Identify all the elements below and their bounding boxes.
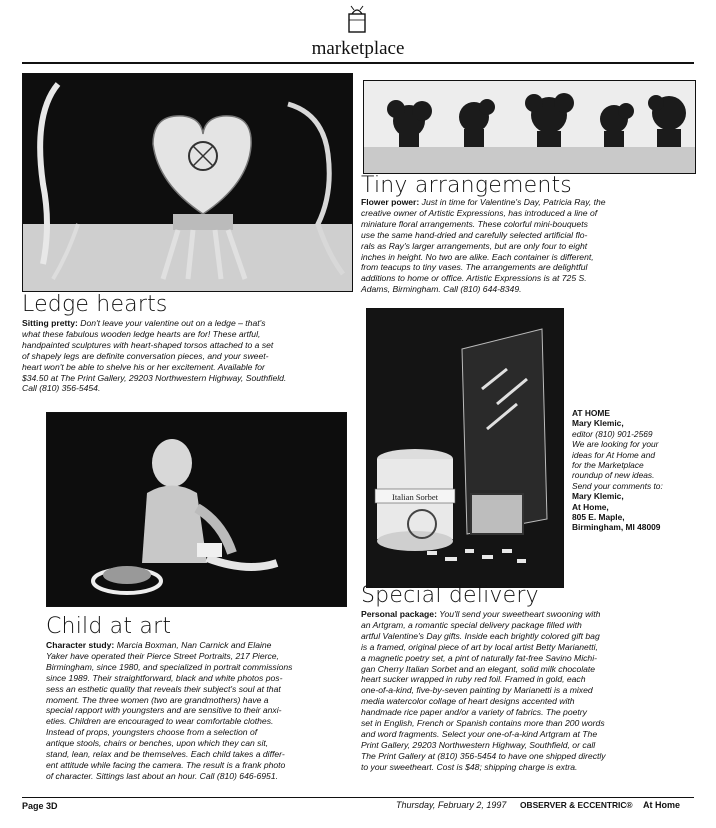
tiny-arrangements-line: inches in height. No two are alike. Each container is different, xyxy=(361,251,594,262)
special-delivery-line: an Artgram, a romantic special delivery package filled with xyxy=(361,619,582,630)
tiny-arrangements-line: Adams, Birmingham. Call (810) 644-8349. xyxy=(361,284,522,295)
ledge-hearts-line: $34.50 at The Print Gallery, 29203 Northwestern Highway, Southfield. xyxy=(22,372,287,383)
special-delivery-body xyxy=(361,609,694,773)
tiny-arrangements-line: rals as Ray's larger arrangements, but are only four to eight xyxy=(361,240,588,251)
footer-date: Thursday, February 2, 1997 xyxy=(396,800,507,810)
tiny-arrangements-line: from teacups to tiny vases. The arrangements are delightful xyxy=(361,262,588,273)
at-home-sidebar xyxy=(572,408,696,533)
special-delivery-line: Print Gallery, 29203 Northwestern Highway, Southfield, or call xyxy=(361,739,596,750)
child-at-art-line: ent attitude while facing the camera. The result is a frank photo xyxy=(46,759,286,770)
sidebar-address-line: Mary Klemic, xyxy=(572,491,624,502)
footer-paper: OBSERVER & ECCENTRIC® xyxy=(520,800,633,810)
sidebar-invite-line: We are looking for your xyxy=(572,439,659,450)
tiny-arrangements-line: Just in time for Valentine's Day, Patricia Ray, the xyxy=(421,197,606,207)
sidebar-invite-line: for the Marketplace xyxy=(572,460,644,471)
sorbet-label: Italian Sorbet xyxy=(391,492,439,502)
tiny-arrangements-line: additions to home or office. Artistic Expressions is at 725 S. xyxy=(361,273,587,284)
special-delivery-line: artful Valentine's Day gifts. Inside each brightly colored gift bag xyxy=(361,630,600,641)
sidebar-invite-line: Send your comments to: xyxy=(572,480,663,491)
child-at-art-line: moment. The three women (two are grandmothers) have a xyxy=(46,694,269,705)
ledge-hearts-body xyxy=(22,318,352,394)
gift-bag-icon xyxy=(340,4,374,34)
child-at-art-lead: Character study: xyxy=(46,640,115,650)
special-delivery-line: and word fragments. Select your one-of-a-kind Artgram at The xyxy=(361,728,598,739)
bottom-rule xyxy=(22,797,694,798)
ledge-hearts-headline: Ledge hearts xyxy=(22,292,168,317)
child-at-art-line: of character. Sittings last about an hour. Call (810) 646-6951. xyxy=(46,770,279,781)
special-delivery-line: gan Cherry Italian Sorbet and an elegant, solid milk chocolate xyxy=(361,663,596,674)
child-at-art-line: since 1989. Their straightforward, black and white photos pos- xyxy=(46,672,283,683)
top-rule xyxy=(22,62,694,64)
ledge-hearts-line: Don't leave your valentine out on a ledge – that's xyxy=(80,318,266,328)
sidebar-editor-role: editor (810) 901-2569 xyxy=(572,428,653,439)
child-at-art-line: eties. Children are encouraged to wear comfortable clothes. xyxy=(46,716,274,727)
ledge-hearts-line: heart won't be able to shelve his or her excitement. Available for xyxy=(22,361,265,372)
sidebar-invite-line: roundup of new ideas. xyxy=(572,470,655,481)
special-delivery-line: one-of-a-kind, five-by-seven painting by Marianetti is a mixed xyxy=(361,685,593,696)
child-at-art-line: Marcia Boxman, Nan Carnick and Elaine xyxy=(116,640,272,650)
special-delivery-line: handmade rice paper and/or a variety of fabrics. The poetry xyxy=(361,707,587,718)
special-delivery-line: media watercolor collage of heart designs accented with xyxy=(361,696,575,707)
child-at-art-line: antique stools, chairs or benches, upon which they can sit, xyxy=(46,738,269,749)
child-at-art-line: special rapport with youngsters and are sensitive to their anxi- xyxy=(46,705,282,716)
child-at-art-line: stand, lean, relax and be themselves. Each child takes a differ- xyxy=(46,749,285,760)
ledge-hearts-lead: Sitting pretty: xyxy=(22,318,78,328)
page-number: Page 3D xyxy=(22,801,58,811)
special-delivery-line: heart sucker wrapped in ruby red foil. Framed in gold, each xyxy=(361,674,586,685)
special-delivery-line: a magnetic poetry set, a pint of naturally fat-free Savino Michi- xyxy=(361,652,597,663)
tiny-arrangements-body xyxy=(361,197,694,295)
child-at-art-line: sess an esthetic quality that reveals their subject's soul at that xyxy=(46,683,281,694)
tiny-arrangements-headline: Tiny arrangements xyxy=(361,173,572,198)
special-delivery-photo xyxy=(366,308,564,588)
sidebar-heading: AT HOME xyxy=(572,408,610,418)
sidebar-invite-line: ideas for At Home and xyxy=(572,449,656,460)
ledge-hearts-photo xyxy=(22,73,353,292)
special-delivery-line: set in English, French or Spanish contains more than 200 words xyxy=(361,718,605,729)
ledge-hearts-line: what these fabulous wooden ledge hearts are for! These artful, xyxy=(22,328,261,339)
sidebar-address-line: Birmingham, MI 48009 xyxy=(572,522,661,533)
tiny-arrangements-line: miniature floral arrangements. These colorful mini-bouquets xyxy=(361,218,588,229)
ledge-hearts-line: Call (810) 356-5454. xyxy=(22,383,101,394)
child-at-art-headline: Child at art xyxy=(46,614,172,639)
tiny-arrangements-line: creative owner of Artistic Expressions, has introduced a line of xyxy=(361,207,598,218)
sidebar-address-line: At Home, xyxy=(572,501,609,512)
child-at-art-line: Yaker have operated their Pierce Street Portraits, 217 Pierce, xyxy=(46,650,279,661)
sidebar-editor-name: Mary Klemic, xyxy=(572,418,624,429)
ledge-hearts-line: of shapely legs are definite conversation pieces, and your sweet- xyxy=(22,350,269,361)
tiny-arrangements-lead: Flower power: xyxy=(361,197,420,207)
sidebar-address-line: 805 E. Maple, xyxy=(572,512,625,523)
special-delivery-line: The Print Gallery at (810) 356-5454 to have one shipped directly xyxy=(361,750,606,761)
tiny-arrangements-line: use the same hand-dried and carefully selected artificial flo- xyxy=(361,229,588,240)
child-at-art-photo xyxy=(46,412,347,607)
ledge-hearts-line: handpainted sculptures with heart-shaped torsos attached to a set xyxy=(22,339,274,350)
special-delivery-headline: Special delivery xyxy=(361,583,539,608)
child-at-art-line: Birmingham, since 1980, and specialized in portrait commissions xyxy=(46,661,293,672)
footer-section: At Home xyxy=(643,800,681,810)
tiny-arrangements-photo xyxy=(363,80,696,174)
child-at-art-body xyxy=(46,640,346,782)
special-delivery-lead: Personal package: xyxy=(361,609,437,619)
special-delivery-line: You'll send your sweetheart swooning with xyxy=(439,609,601,619)
special-delivery-line: is a framed, original piece of art by local artist Betty Marianetti, xyxy=(361,641,598,652)
special-delivery-line: to your sweetheart. Cost is $48; shipping charge is extra. xyxy=(361,761,578,772)
section-title: marketplace xyxy=(311,38,405,59)
child-at-art-line: Instead of props, youngsters choose from a selection of xyxy=(46,727,258,738)
